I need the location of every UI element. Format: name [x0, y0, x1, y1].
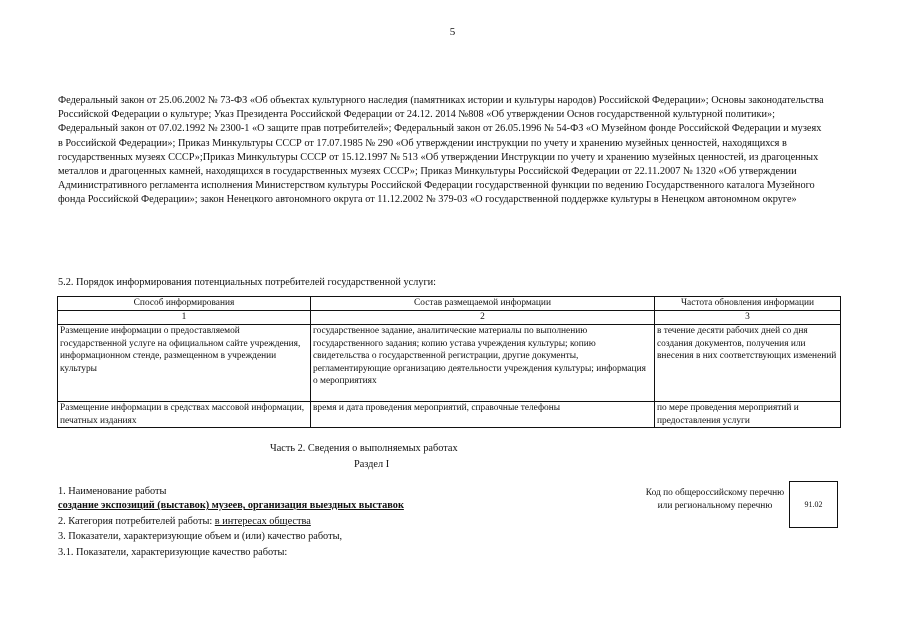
column-number: 3 [655, 311, 841, 325]
registry-code-value: 91.02 [804, 500, 823, 509]
information-table [57, 296, 841, 428]
table-cell-method: Размещение информации в средствах массовой информации, печатных изданиях [58, 402, 311, 428]
table-cell-frequency: по мере проведения мероприятий и предоставления услуги [655, 402, 841, 428]
column-header-content: Состав размещаемой информации [311, 297, 655, 311]
category-value: в интересах общества [214, 516, 311, 527]
table-number-row [58, 311, 841, 325]
consumer-category [58, 516, 311, 527]
registry-code-box [789, 481, 838, 528]
part-title: Часть 2. Сведения о выполняемых работах [270, 443, 458, 454]
quality-indicators-line: 3.1. Показатели, характеризующие качество работы: [58, 547, 288, 558]
table-cell-content: государственное задание, аналитические материалы по выполнению государственного задания; копию устава учреждения культуры; копию свидетельства о государственной регистрации, другие документы, регламентирующие организацию деятельности учреждения культуры; информация о мероприятиях [311, 325, 655, 402]
column-number: 1 [58, 311, 311, 325]
table-cell-frequency: в течение десяти рабочих дней со дня создания документов, получения или внесения в них соответствующих изменений [655, 325, 841, 402]
info-section-heading: 5.2. Порядок информирования потенциальных потребителей государственной услуги: [58, 277, 437, 288]
table-row [58, 402, 841, 428]
registry-code-label: Код по общероссийскому перечню или региональному перечню [645, 488, 785, 511]
table-header-row [58, 297, 841, 311]
table-cell-method: Размещение информации о предоставляемой государственной услуге на официальном сайте учреждения, информационном стенде, размещенном в учреждении культуры [58, 325, 311, 402]
table-row [58, 325, 841, 402]
table-cell-content: время и дата проведения мероприятий, справочные телефоны [311, 402, 655, 428]
legal-basis-text: Федеральный закон от 25.06.2002 № 73-ФЗ «Об объектах культурного наследия (памятниках истории и культуры народов) Российской Федерации»; Основы законодательства Российской Федерации о культуре; Указ Президента Российской Федерации от 24.12. 2014 №808 «Об утверждении Основ государственной культурной политики»; Федеральный закон от 07.02.1992 № 2300-1 «О защите прав потребителей»; Федеральный закон от 26.05.1996 № 54-ФЗ «О Музейном фонде Российской Федерации и музеях в Российской Федерации»; Приказ Минкультуры СССР от 17.07.1985 № 290 «Об утверждении инструкции по учету и хранению музейных ценностей, находящихся в государственных музеях СССР»;Приказ Минкультуры СССР от 15.12.1997 № 513 «Об утверждении Инструкции по учету и хранению музейных ценностей, из драгоценных металлов и драгоценных камней, находящихся в государственных музеях СССР»; Приказ Минкультуры Российской Федерации от 22.11.2007 № 1320 «Об утверждении Административного регламента исполнения Министерством культуры Российской Федерации государственной функции по ведению Государственного каталога Музейного фонда Российской Федерации»; закон Ненецкого автономного округа от 11.12.2002 № 379-03 «О государственной поддержке культуры в Ненецком автономном округе» [58, 95, 824, 206]
work-name-value: создание экспозиций (выставок) музеев, организация выездных выставок [58, 500, 404, 511]
section-title: Раздел I [354, 459, 390, 470]
page-number: 5 [449, 26, 456, 38]
work-name-label: 1. Наименование работы [58, 486, 167, 497]
indicators-line: 3. Показатели, характеризующие объем и (или) качество работы, [58, 531, 343, 542]
category-label: 2. Категория потребителей работы: [58, 516, 213, 527]
column-header-frequency: Частота обновления информации [655, 297, 841, 311]
column-header-method: Способ информирования [58, 297, 311, 311]
column-number: 2 [311, 311, 655, 325]
